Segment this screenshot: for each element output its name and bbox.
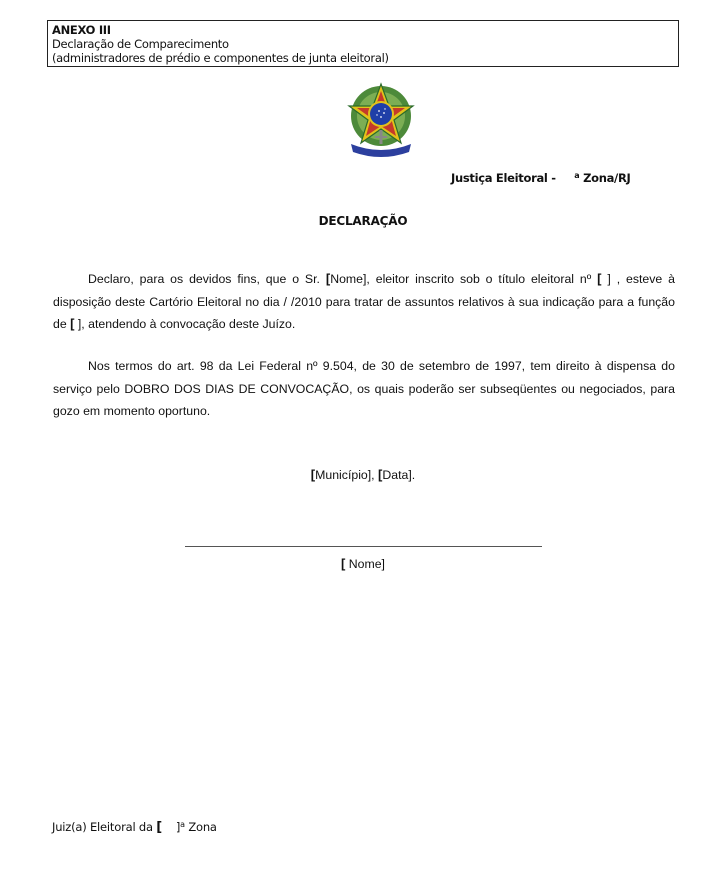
document-title: DECLARAÇÃO <box>318 214 408 228</box>
signature-name <box>0 556 726 571</box>
title-number-placeholder-open: [ <box>597 271 602 286</box>
signature-bracket: [ <box>341 556 346 571</box>
role-placeholder-open: [ <box>70 316 75 331</box>
data-placeholder: Data]. <box>382 468 416 482</box>
paragraph-text: Declaro, para os devidos fins, que o Sr. <box>88 272 326 286</box>
annex-header-box <box>47 20 679 67</box>
place-date-line <box>0 467 726 482</box>
municipio-placeholder: Município], <box>315 468 379 482</box>
footer-bracket-open: [ <box>156 820 163 835</box>
paragraph-text: , esteve à disposição deste Cartório Eleitoral no dia / /2010 para tratar de assuntos relativos à sua indicação para a função de <box>53 272 675 331</box>
electoral-zone-prefix: Justiça Eleitoral - <box>451 171 575 185</box>
signature-line <box>185 546 542 547</box>
judge-footer <box>52 820 217 835</box>
electoral-zone-line <box>451 171 630 185</box>
footer-prefix: Juiz(a) Eleitoral da <box>52 820 157 834</box>
footer-suffix: Zona <box>184 820 217 834</box>
signature-name-placeholder: Nome] <box>345 557 385 571</box>
ordinal-indicator: a <box>574 171 580 180</box>
declaration-paragraph <box>53 268 675 336</box>
electoral-zone-suffix: Zona/RJ <box>579 171 631 185</box>
name-placeholder-bracket: [ <box>325 271 331 286</box>
name-placeholder: Nome] <box>330 272 367 286</box>
legal-basis-paragraph <box>53 355 675 423</box>
annex-label: ANEXO III <box>52 23 111 37</box>
annex-subtitle: (administradores de prédio e componentes de junta eleitoral) <box>52 51 389 65</box>
footer-ordinal: a <box>180 820 185 829</box>
legal-basis-text: Nos termos do art. 98 da Lei Federal nº 9.504, de 30 de setembro de 1997, tem direito à dispensa do serviço pelo DOBRO DOS DIAS DE CONVOCAÇÃO, os quais poderão ser subseqüentes ou negociados, para gozo em momento oportuno. <box>53 359 675 418</box>
municipio-bracket: [ <box>310 467 316 482</box>
title-number-placeholder-close: ] <box>601 272 611 286</box>
data-bracket: [ <box>378 467 383 482</box>
role-placeholder-close: ] <box>74 317 82 331</box>
footer-bracket-close: ] <box>162 820 181 834</box>
brazil-coat-of-arms-icon <box>343 80 419 160</box>
paragraph-text: , atendendo à convocação deste Juízo. <box>81 317 296 331</box>
paragraph-text: , eleitor inscrito sob o título eleitoral nº <box>366 272 598 286</box>
annex-title: Declaração de Comparecimento <box>52 37 229 51</box>
